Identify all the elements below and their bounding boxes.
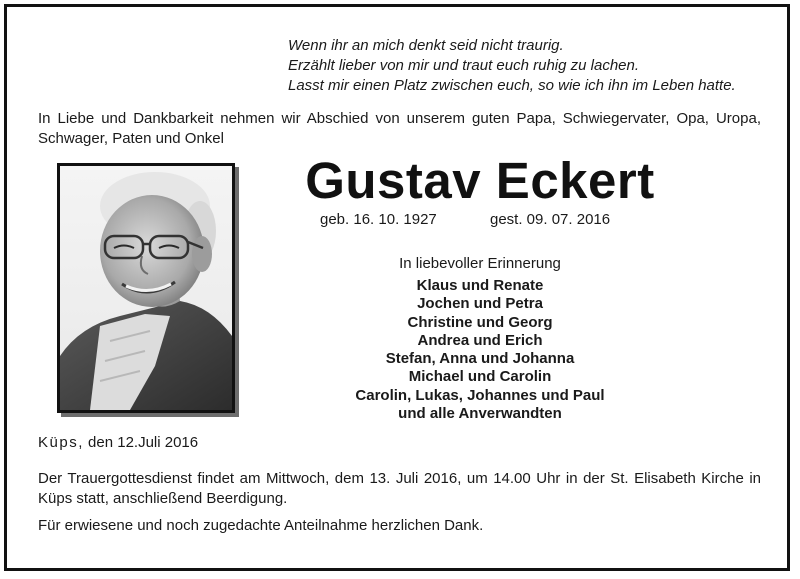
poem-line: Lasst mir einen Platz zwischen euch, so wie ich ihn im Leben hatte.	[288, 77, 736, 94]
mourner-entry: Carolin, Lukas, Johannes und Paul	[355, 386, 605, 404]
mourner-entry: Stefan, Anna und Johanna	[385, 350, 575, 368]
date: den 12.Juli 2016	[88, 434, 199, 451]
place: Küps,	[38, 434, 84, 451]
mourner-entry: Andrea und Erich	[417, 331, 543, 349]
place-and-date	[38, 433, 198, 453]
deceased-name: Gustav Eckert	[305, 152, 655, 209]
death-date: gest. 09. 07. 2016	[490, 211, 611, 228]
mourners-list	[280, 277, 680, 423]
portrait-photo	[57, 163, 235, 413]
poem-line: Erzählt lieber von mir und traut euch ruhig zu lachen.	[288, 57, 640, 74]
mourner-entry: Jochen und Petra	[417, 295, 543, 313]
birth-date: geb. 16. 10. 1927	[320, 211, 437, 228]
memory-heading: In liebevoller Erinnerung	[399, 255, 561, 272]
mourner-entry: Klaus und Renate	[416, 277, 544, 294]
mourner-entry: Michael und Carolin	[408, 368, 552, 386]
intro-text: In Liebe und Dankbarkeit nehmen wir Abschied von unserem guten Papa, Schwiegervater, Opa, Uropa, Schwager, Paten und Onkel	[38, 110, 761, 147]
mourner-entry: und alle Anverwandten	[398, 405, 562, 423]
thanks-note: Für erwiesene und noch zugedachte Anteilnahme herzlichen Dank.	[38, 517, 484, 534]
poem-line: Wenn ihr an mich denkt seid nicht traurig.	[288, 37, 564, 54]
mourner-entry: Christine und Georg	[407, 313, 553, 331]
funeral-service-notice: Der Trauergottesdienst findet am Mittwoch, dem 13. Juli 2016, um 14.00 Uhr in der St. Elisabeth Kirche in Küps statt, anschließend Beerdigung.	[38, 470, 761, 507]
poem	[288, 36, 778, 96]
